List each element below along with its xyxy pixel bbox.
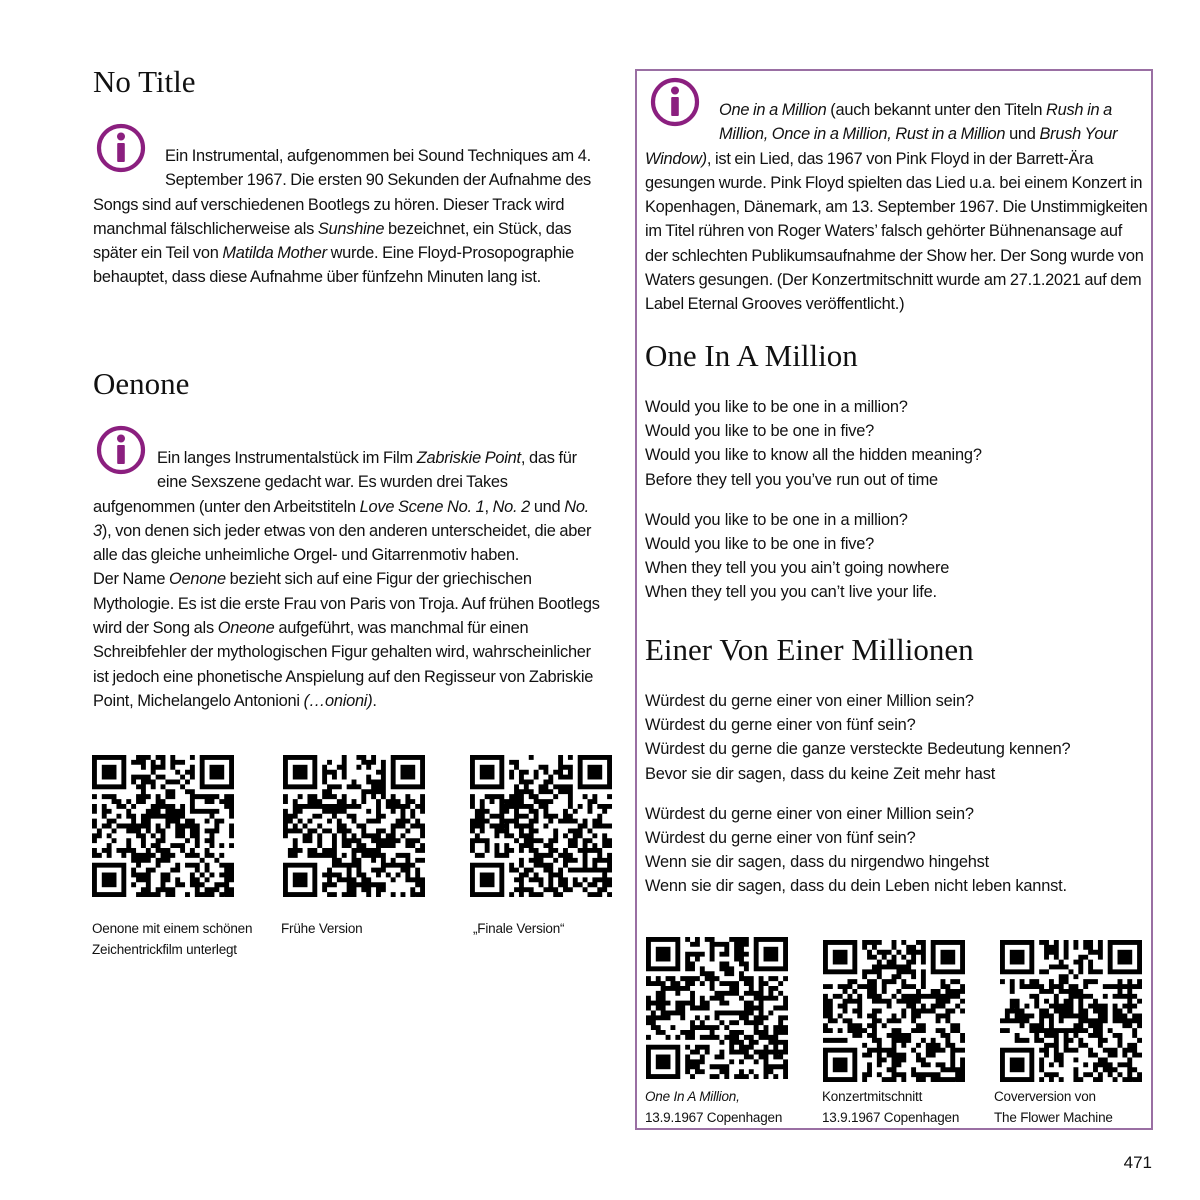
lyrics-english (645, 395, 982, 605)
lyrics-german (645, 689, 1070, 899)
qr-caption-cover: Coverversion von The Flower Machine (994, 1089, 1113, 1125)
section-heading-oenone: Oenone (93, 366, 190, 401)
qr-caption-one-in-a-million: One In A Million, 13.9.1967 Copenhagen (645, 1089, 783, 1125)
qr-caption-oenone-early: Frühe Version (281, 921, 363, 936)
lyrics-stanza: Would you like to be one in a million? Would you like to be one in five? When they tell you you ain’t going nowhere When they tell you you can’t live your life. (645, 510, 950, 602)
no-title-description: Ein Instrumental, aufgenommen bei Sound Techniques am 4. September 1967. Die ersten 90 Sekunden der Aufnahme des Songs sind auf verschiedenen Bootlegs zu hören. Dieser Track wird manchmal fälschlicherweise als Sunshine bezeichnet, ein Stück, das später ein Teil von Matilda Mother wurde. Eine Floyd-Prosopographie behauptet, dass diese Aufnahme über fünfzehn Minuten lang ist. (93, 144, 601, 290)
qr-caption-oenone-final: „Finale Version“ (473, 921, 565, 936)
page-number: 471 (1123, 1153, 1152, 1172)
lyrics-stanza: Würdest du gerne einer von einer Million sein? Würdest du gerne einer von fünf sein? Würdest du gerne die ganze versteckte Bedeutung kennen? Bevor sie dir sagen, dass du keine Zeit mehr hast (645, 692, 1071, 783)
info-icon (95, 122, 147, 174)
info-icon (649, 76, 701, 128)
qr-code-concert-recording[interactable] (823, 940, 965, 1082)
qr-code-one-in-a-million[interactable] (646, 937, 788, 1079)
qr-caption-oenone-cartoon: Oenone mit einem schönen Zeichentrickfilm unterlegt (92, 921, 253, 957)
lyrics-stanza: Would you like to be one in a million? Would you like to be one in five? Would you like to know all the hidden meaning? Before they tell you you’ve run out of time (645, 398, 982, 489)
qr-code-oenone-cartoon[interactable] (92, 755, 234, 897)
qr-code-oenone-early-version[interactable] (283, 755, 425, 897)
section-heading-no-title: No Title (93, 64, 196, 99)
oenone-description: Ein langes Instrumentalstück im Film Zabriskie Point, das für eine Sexszene gedacht war. Es wurden drei Takes aufgenommen (unter den Arbeitstiteln Love Scene No. 1, No. 2 und No. 3), von denen sich jeder etwas von den anderen unterscheidet, die aber alle das gleiche unheimliche Orgel- und Gitarrenmotiv haben. Der Name Oenone bezieht sich auf eine Figur der griechischen Mythologie. Es ist die erste Frau von Paris von Troja. Auf frühen Bootlegs wird der Song als Oneone aufgeführt, was manchmal für einen Schreibfehler der mythologischen Figur gehalten wird, wahrscheinlicher ist jedoch eine phonetische Anspielung auf den Regisseur von Zabriskie Point, Michelangelo Antonioni (…onioni). (93, 446, 609, 713)
one-in-a-million-description: One in a Million (auch bekannt unter den Titeln Rush in a Million, Once in a Million, Rust in a Million und Brush Your Window), ist ein Lied, das 1967 von Pink Floyd in der Barrett-Ära gesungen wurde. Pink Floyd spielten das Lied u.a. bei einem Konzert in Kopenhagen, Dänemark, am 13. September 1967. Die Unstimmigkeiten im Titel rühren von Roger Waters’ falsch gehörter Bühnenansage auf der schlechten Publikumsaufnahme der Show her. Der Song wurde von Waters gesungen. (Der Konzertmitschnitt wurde am 27.1.2021 auf dem Label Eternal Grooves veröffentlicht.) (645, 98, 1148, 317)
lyrics-stanza: Würdest du gerne einer von einer Million sein? Würdest du gerne einer von fünf sein? Wenn sie dir sagen, dass du nirgendwo hingehst Wenn sie dir sagen, dass du dein Leben nicht leben kannst. (645, 804, 1067, 896)
qr-code-flower-machine-cover[interactable] (1000, 940, 1142, 1082)
section-heading-einer-von-einer-millionen: Einer Von Einer Millionen (645, 632, 974, 667)
info-icon (95, 424, 147, 476)
section-heading-one-in-a-million: One In A Million (645, 338, 858, 373)
qr-caption-concert: Konzertmitschnitt 13.9.1967 Copenhagen (822, 1089, 960, 1125)
qr-code-oenone-final-version[interactable] (470, 755, 612, 897)
